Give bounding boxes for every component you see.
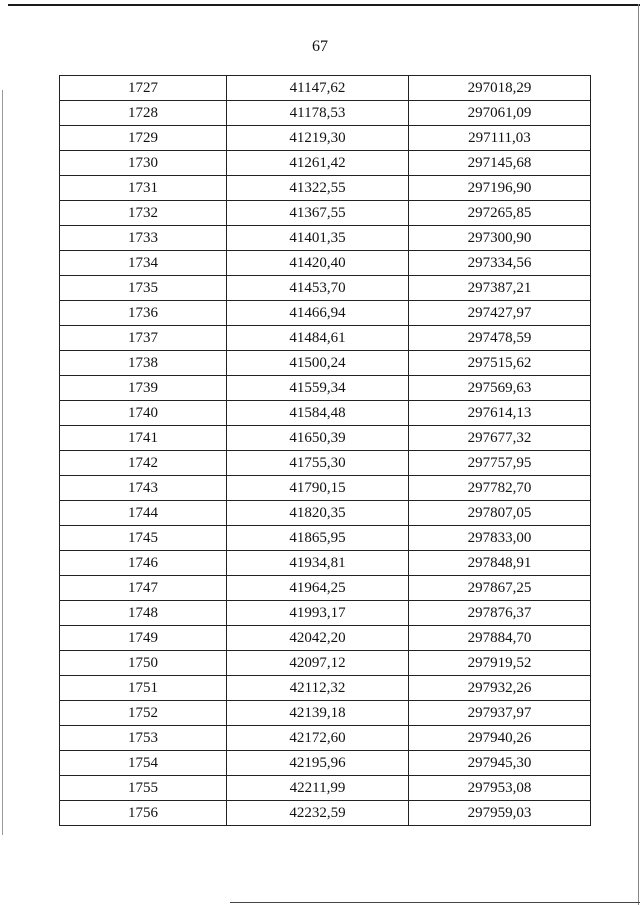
scan-border-bottom bbox=[230, 902, 640, 903]
table-row bbox=[60, 601, 591, 626]
point-number-cell: 1738 bbox=[60, 351, 227, 376]
table-row bbox=[60, 551, 591, 576]
table-row bbox=[60, 376, 591, 401]
table-row bbox=[60, 651, 591, 676]
coordinate-table-body bbox=[60, 76, 591, 826]
y-coordinate-cell: 297196,90 bbox=[409, 176, 591, 201]
table-row bbox=[60, 301, 591, 326]
table-row bbox=[60, 151, 591, 176]
x-coordinate-cell: 42195,96 bbox=[227, 751, 409, 776]
x-coordinate-cell: 42211,99 bbox=[227, 776, 409, 801]
point-number-cell: 1742 bbox=[60, 451, 227, 476]
table-row bbox=[60, 751, 591, 776]
point-number-cell: 1753 bbox=[60, 726, 227, 751]
y-coordinate-cell: 297937,97 bbox=[409, 701, 591, 726]
y-coordinate-cell: 297111,03 bbox=[409, 126, 591, 151]
table-row bbox=[60, 451, 591, 476]
x-coordinate-cell: 41964,25 bbox=[227, 576, 409, 601]
y-coordinate-cell: 297867,25 bbox=[409, 576, 591, 601]
table-row bbox=[60, 126, 591, 151]
table-row bbox=[60, 626, 591, 651]
x-coordinate-cell: 42172,60 bbox=[227, 726, 409, 751]
table-row bbox=[60, 351, 591, 376]
table-row bbox=[60, 251, 591, 276]
x-coordinate-cell: 42139,18 bbox=[227, 701, 409, 726]
table-row bbox=[60, 701, 591, 726]
table-row bbox=[60, 476, 591, 501]
y-coordinate-cell: 297614,13 bbox=[409, 401, 591, 426]
y-coordinate-cell: 297782,70 bbox=[409, 476, 591, 501]
x-coordinate-cell: 41790,15 bbox=[227, 476, 409, 501]
point-number-cell: 1749 bbox=[60, 626, 227, 651]
y-coordinate-cell: 297427,97 bbox=[409, 301, 591, 326]
table-row bbox=[60, 526, 591, 551]
table-row bbox=[60, 276, 591, 301]
point-number-cell: 1754 bbox=[60, 751, 227, 776]
point-number-cell: 1741 bbox=[60, 426, 227, 451]
table-row bbox=[60, 776, 591, 801]
y-coordinate-cell: 297677,32 bbox=[409, 426, 591, 451]
y-coordinate-cell: 297569,63 bbox=[409, 376, 591, 401]
y-coordinate-cell: 297061,09 bbox=[409, 101, 591, 126]
y-coordinate-cell: 297515,62 bbox=[409, 351, 591, 376]
x-coordinate-cell: 41755,30 bbox=[227, 451, 409, 476]
y-coordinate-cell: 297387,21 bbox=[409, 276, 591, 301]
point-number-cell: 1748 bbox=[60, 601, 227, 626]
table-row bbox=[60, 801, 591, 826]
x-coordinate-cell: 41484,61 bbox=[227, 326, 409, 351]
y-coordinate-cell: 297300,90 bbox=[409, 226, 591, 251]
point-number-cell: 1732 bbox=[60, 201, 227, 226]
x-coordinate-cell: 42042,20 bbox=[227, 626, 409, 651]
y-coordinate-cell: 297919,52 bbox=[409, 651, 591, 676]
point-number-cell: 1743 bbox=[60, 476, 227, 501]
y-coordinate-cell: 297265,85 bbox=[409, 201, 591, 226]
table-row bbox=[60, 176, 591, 201]
point-number-cell: 1746 bbox=[60, 551, 227, 576]
table-row bbox=[60, 676, 591, 701]
table-row bbox=[60, 501, 591, 526]
x-coordinate-cell: 42097,12 bbox=[227, 651, 409, 676]
y-coordinate-cell: 297876,37 bbox=[409, 601, 591, 626]
x-coordinate-cell: 41147,62 bbox=[227, 76, 409, 101]
y-coordinate-cell: 297940,26 bbox=[409, 726, 591, 751]
x-coordinate-cell: 41650,39 bbox=[227, 426, 409, 451]
y-coordinate-cell: 297018,29 bbox=[409, 76, 591, 101]
point-number-cell: 1740 bbox=[60, 401, 227, 426]
point-number-cell: 1728 bbox=[60, 101, 227, 126]
x-coordinate-cell: 41500,24 bbox=[227, 351, 409, 376]
point-number-cell: 1747 bbox=[60, 576, 227, 601]
x-coordinate-cell: 41559,34 bbox=[227, 376, 409, 401]
table-row bbox=[60, 426, 591, 451]
x-coordinate-cell: 42112,32 bbox=[227, 676, 409, 701]
y-coordinate-cell: 297478,59 bbox=[409, 326, 591, 351]
x-coordinate-cell: 41261,42 bbox=[227, 151, 409, 176]
point-number-cell: 1739 bbox=[60, 376, 227, 401]
scan-border-top bbox=[8, 4, 640, 6]
x-coordinate-cell: 41420,40 bbox=[227, 251, 409, 276]
scan-border-right bbox=[638, 4, 639, 905]
table-row bbox=[60, 576, 591, 601]
table-row bbox=[60, 726, 591, 751]
y-coordinate-cell: 297953,08 bbox=[409, 776, 591, 801]
x-coordinate-cell: 41820,35 bbox=[227, 501, 409, 526]
y-coordinate-cell: 297884,70 bbox=[409, 626, 591, 651]
y-coordinate-cell: 297848,91 bbox=[409, 551, 591, 576]
point-number-cell: 1736 bbox=[60, 301, 227, 326]
point-number-cell: 1756 bbox=[60, 801, 227, 826]
y-coordinate-cell: 297757,95 bbox=[409, 451, 591, 476]
x-coordinate-cell: 41466,94 bbox=[227, 301, 409, 326]
table-row bbox=[60, 326, 591, 351]
x-coordinate-cell: 41584,48 bbox=[227, 401, 409, 426]
x-coordinate-cell: 41865,95 bbox=[227, 526, 409, 551]
coordinate-table bbox=[59, 75, 591, 826]
y-coordinate-cell: 297945,30 bbox=[409, 751, 591, 776]
point-number-cell: 1737 bbox=[60, 326, 227, 351]
x-coordinate-cell: 41401,35 bbox=[227, 226, 409, 251]
point-number-cell: 1729 bbox=[60, 126, 227, 151]
page-number: 67 bbox=[312, 38, 328, 55]
point-number-cell: 1735 bbox=[60, 276, 227, 301]
x-coordinate-cell: 41453,70 bbox=[227, 276, 409, 301]
point-number-cell: 1731 bbox=[60, 176, 227, 201]
table-row bbox=[60, 201, 591, 226]
x-coordinate-cell: 41219,30 bbox=[227, 126, 409, 151]
x-coordinate-cell: 42232,59 bbox=[227, 801, 409, 826]
point-number-cell: 1727 bbox=[60, 76, 227, 101]
point-number-cell: 1755 bbox=[60, 776, 227, 801]
table-row bbox=[60, 401, 591, 426]
y-coordinate-cell: 297334,56 bbox=[409, 251, 591, 276]
x-coordinate-cell: 41178,53 bbox=[227, 101, 409, 126]
point-number-cell: 1730 bbox=[60, 151, 227, 176]
y-coordinate-cell: 297932,26 bbox=[409, 676, 591, 701]
y-coordinate-cell: 297807,05 bbox=[409, 501, 591, 526]
point-number-cell: 1734 bbox=[60, 251, 227, 276]
point-number-cell: 1744 bbox=[60, 501, 227, 526]
point-number-cell: 1751 bbox=[60, 676, 227, 701]
y-coordinate-cell: 297833,00 bbox=[409, 526, 591, 551]
x-coordinate-cell: 41367,55 bbox=[227, 201, 409, 226]
table-row bbox=[60, 226, 591, 251]
point-number-cell: 1733 bbox=[60, 226, 227, 251]
table-row bbox=[60, 101, 591, 126]
y-coordinate-cell: 297145,68 bbox=[409, 151, 591, 176]
point-number-cell: 1752 bbox=[60, 701, 227, 726]
point-number-cell: 1750 bbox=[60, 651, 227, 676]
x-coordinate-cell: 41322,55 bbox=[227, 176, 409, 201]
x-coordinate-cell: 41934,81 bbox=[227, 551, 409, 576]
y-coordinate-cell: 297959,03 bbox=[409, 801, 591, 826]
scan-border-left bbox=[2, 90, 3, 835]
point-number-cell: 1745 bbox=[60, 526, 227, 551]
table-row bbox=[60, 76, 591, 101]
x-coordinate-cell: 41993,17 bbox=[227, 601, 409, 626]
